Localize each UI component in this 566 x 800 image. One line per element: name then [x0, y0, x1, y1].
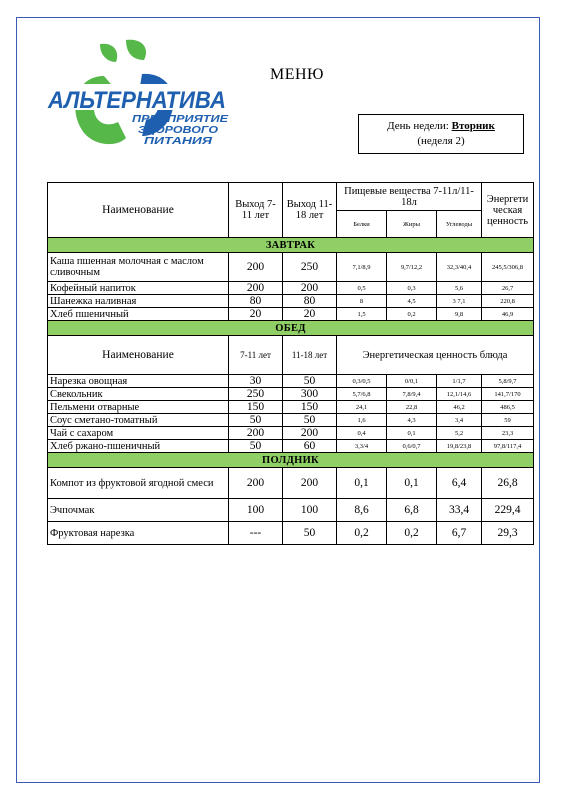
menu-table [47, 182, 534, 545]
menu-item-row [48, 468, 534, 499]
carbs-value: 6,7 [437, 522, 482, 545]
dish-name: Каша пшенная молочная с маслом сливочным [48, 253, 229, 282]
portion-11-18: 60 [283, 440, 337, 453]
lunch-col-header-energy: Энергетическая ценность блюда [337, 336, 534, 375]
menu-item-row [48, 427, 534, 440]
carbs-value: 33,4 [437, 499, 482, 522]
energy-value: 229,4 [482, 499, 534, 522]
portion-7-11: 100 [229, 499, 283, 522]
portion-11-18: 50 [283, 522, 337, 545]
fat-value: 0,2 [387, 522, 437, 545]
menu-item-row [48, 401, 534, 414]
section-title: ОБЕД [48, 321, 534, 336]
fat-value: 0/0,1 [387, 375, 437, 388]
lunch-header-row [48, 336, 534, 375]
energy-value: 59 [482, 414, 534, 427]
dish-name: Свекольник [48, 388, 229, 401]
dish-name: Эчпочмак [48, 499, 229, 522]
carbs-value: 6,4 [437, 468, 482, 499]
lunch-col-header-out1: 7-11 лет [229, 336, 283, 375]
logo-brand-text: АЛЬТЕРНАТИВА [47, 87, 227, 114]
portion-11-18: 50 [283, 414, 337, 427]
portion-7-11: 200 [229, 427, 283, 440]
carbs-value: 3,4 [437, 414, 482, 427]
portion-11-18: 50 [283, 375, 337, 388]
portion-11-18: 200 [283, 468, 337, 499]
energy-value: 245,5/306,8 [482, 253, 534, 282]
carbs-value: 5,6 [437, 282, 482, 295]
energy-value: 220,8 [482, 295, 534, 308]
dish-name: Шанежка наливная [48, 295, 229, 308]
logo-line1: ПРЕДПРИЯТИЕ [132, 114, 229, 125]
lunch-col-header-name: Наименование [48, 336, 229, 375]
protein-value: 0,3/0,5 [337, 375, 387, 388]
logo-leaf-top [126, 40, 146, 60]
portion-11-18: 300 [283, 388, 337, 401]
protein-value: 8 [337, 295, 387, 308]
fat-value: 4,5 [387, 295, 437, 308]
menu-item-row [48, 499, 534, 522]
col-header-fat: Жиры [387, 211, 437, 238]
section-row [48, 321, 534, 336]
portion-11-18: 100 [283, 499, 337, 522]
portion-7-11: 200 [229, 253, 283, 282]
logo-leaf [100, 44, 117, 62]
fat-value: 0,3 [387, 282, 437, 295]
carbs-value: 3 7,1 [437, 295, 482, 308]
portion-7-11: 150 [229, 401, 283, 414]
energy-value: 5,8/9,7 [482, 375, 534, 388]
portion-7-11: 200 [229, 468, 283, 499]
portion-11-18: 200 [283, 282, 337, 295]
portion-11-18: 250 [283, 253, 337, 282]
week-label: (неделя 2) [417, 135, 465, 147]
protein-value: 3,3/4 [337, 440, 387, 453]
dish-name: Чай с сахаром [48, 427, 229, 440]
carbs-value: 19,8/23,8 [437, 440, 482, 453]
dish-name: Фруктовая нарезка [48, 522, 229, 545]
protein-value: 0,5 [337, 282, 387, 295]
section-row [48, 453, 534, 468]
logo-line2: ЗДОРОВОГО [138, 125, 219, 136]
portion-11-18: 150 [283, 401, 337, 414]
protein-value: 8,6 [337, 499, 387, 522]
portion-7-11: 80 [229, 295, 283, 308]
protein-value: 0,2 [337, 522, 387, 545]
fat-value: 7,8/9,4 [387, 388, 437, 401]
menu-item-row [48, 375, 534, 388]
fat-value: 4,3 [387, 414, 437, 427]
menu-item-row [48, 282, 534, 295]
col-header-name: Наименование [48, 183, 229, 238]
day-value: Вторник [451, 120, 495, 132]
carbs-value: 12,1/14,6 [437, 388, 482, 401]
header-row [48, 183, 534, 211]
portion-11-18: 80 [283, 295, 337, 308]
section-title: ПОЛДНИК [48, 453, 534, 468]
col-header-nutrients: Пищевые вещества 7-11л/11-18л [337, 183, 482, 211]
fat-value: 0,1 [387, 468, 437, 499]
portion-7-11: 30 [229, 375, 283, 388]
menu-item-row [48, 308, 534, 321]
logo-line3: ПИТАНИЯ [144, 136, 213, 147]
energy-value: 29,3 [482, 522, 534, 545]
col-header-out2: Выход 11-18 лет [283, 183, 337, 238]
energy-value: 26,7 [482, 282, 534, 295]
carbs-value: 1/1,7 [437, 375, 482, 388]
protein-value: 0,1 [337, 468, 387, 499]
col-header-carbs: Углеводы [437, 211, 482, 238]
menu-item-row [48, 440, 534, 453]
portion-11-18: 200 [283, 427, 337, 440]
fat-value: 0,6/0,7 [387, 440, 437, 453]
dish-name: Пельмени отварные [48, 401, 229, 414]
alternativa-logo [46, 38, 232, 148]
portion-7-11: 50 [229, 414, 283, 427]
protein-value: 1,5 [337, 308, 387, 321]
section-row [48, 238, 534, 253]
energy-value: 23,3 [482, 427, 534, 440]
fat-value: 0,2 [387, 308, 437, 321]
menu-item-row [48, 522, 534, 545]
menu-item-row [48, 295, 534, 308]
lunch-col-header-out2: 11-18 лет [283, 336, 337, 375]
col-header-protein: Белки [337, 211, 387, 238]
energy-value: 141,7/170 [482, 388, 534, 401]
fat-value: 9,7/12,2 [387, 253, 437, 282]
col-header-energy: Энергети ческая ценность [482, 183, 534, 238]
carbs-value: 9,8 [437, 308, 482, 321]
energy-value: 46,9 [482, 308, 534, 321]
dish-name: Компот из фруктовой ягодной смеси [48, 468, 229, 499]
col-header-out1: Выход 7-11 лет [229, 183, 283, 238]
protein-value: 5,7/6,8 [337, 388, 387, 401]
carbs-value: 32,3/40,4 [437, 253, 482, 282]
fat-value: 6,8 [387, 499, 437, 522]
energy-value: 26,8 [482, 468, 534, 499]
dish-name: Соус сметано-томатный [48, 414, 229, 427]
portion-7-11: 250 [229, 388, 283, 401]
section-title: ЗАВТРАК [48, 238, 534, 253]
portion-7-11: 200 [229, 282, 283, 295]
menu-item-row [48, 388, 534, 401]
menu-item-row [48, 253, 534, 282]
protein-value: 0,4 [337, 427, 387, 440]
dish-name: Кофейный напиток [48, 282, 229, 295]
dish-name: Хлеб ржано-пшеничный [48, 440, 229, 453]
energy-value: 486,5 [482, 401, 534, 414]
protein-value: 1,6 [337, 414, 387, 427]
day-box [358, 114, 524, 154]
dish-name: Хлеб пшеничный [48, 308, 229, 321]
page-title: МЕНЮ [270, 66, 324, 83]
day-label: День недели: [387, 120, 449, 132]
protein-value: 24,1 [337, 401, 387, 414]
carbs-value: 46,2 [437, 401, 482, 414]
protein-value: 7,1/8,9 [337, 253, 387, 282]
portion-7-11: --- [229, 522, 283, 545]
portion-7-11: 20 [229, 308, 283, 321]
portion-7-11: 50 [229, 440, 283, 453]
portion-11-18: 20 [283, 308, 337, 321]
dish-name: Нарезка овощная [48, 375, 229, 388]
energy-value: 97,8/117,4 [482, 440, 534, 453]
menu-item-row [48, 414, 534, 427]
fat-value: 0,1 [387, 427, 437, 440]
carbs-value: 5,2 [437, 427, 482, 440]
fat-value: 22,8 [387, 401, 437, 414]
